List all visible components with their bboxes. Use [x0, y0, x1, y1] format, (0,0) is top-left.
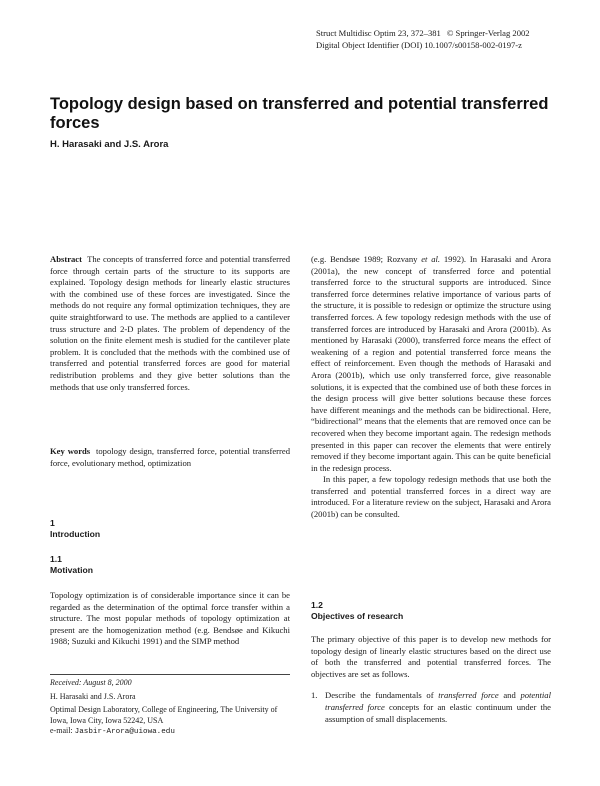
email-address[interactable]: Jasbir-Arora@uiowa.edu [74, 728, 175, 737]
motivation-paragraph: Topology optimization is of considerable importance since it can be regarded as the determination of the optimal force transfer within a structure. The most popular methods of topology optimization at present are the homogenization method (e.g. Bendsøe and Kikuchi 1988; Suzuki and Kikuchi 1991) and the SIMP method [50, 590, 290, 647]
list-item: 1. Describe the fundamentals of transferred force and potential transferred force concepts for an elastic continuum under the assumption of small displacements. [311, 690, 551, 724]
intro-paragraph-1: (e.g. Bendsøe 1989; Rozvany et al. 1992). In Harasaki and Arora (2001a), the new concept of transferred force and potential transferred force to the structural supports are introduced. Since transferred force determines relative importance of various parts of the structure, it is possible to redesign or optimize the structure using transferred forces. A few topology redesign methods with the use of transferred forces are introduced by Harasaki and Arora (2001b). As mentioned by Harasaki (2000), transferred force means the effect of weakening of a region and potential transferred force means the effect of reinforcement. Even though the methods of Harasaki and Arora (2001b), which use only transferred force, give reasonable solutions, it is expected that the combined use of both these forces in the design process will give better solutions because these forces have different meanings and the methods can be bidirectional. Here, “bidirectional” means that the elements that are removed once can be recovered when they become important again. The redesign methods presented in this paper can recover the elements that were entirely removed if they become important again. This can be quite beneficial in the redesign process. [311, 254, 551, 473]
footnote-block [50, 678, 290, 738]
intro-paragraph-2: In this paper, a few topology redesign methods that use both the transferred and potential transferred forces in a direct way are introduced. For a literature review on the subject, Harasaki and Arora (2001b) can be consulted. [311, 474, 551, 520]
running-header [316, 27, 566, 51]
section-1-heading [50, 518, 290, 540]
abstract-block [50, 254, 290, 393]
abstract-label: Abstract [50, 254, 82, 264]
copyright-notice: © Springer-Verlag 2002 [446, 28, 530, 38]
abstract-paragraph [50, 254, 290, 393]
section-title: Introduction [50, 529, 101, 539]
doi-line: Digital Object Identifier (DOI) 10.1007/s00158-002-0197-z [316, 40, 522, 50]
objectives-paragraph: The primary objective of this paper is to develop new methods for topology design of linearly elastic structures based on the direct use of both the transferred and potential transferred forces. The objectives are set as follows. [311, 634, 551, 679]
keywords-text: topology design, transferred force, potential transferred force, evolutionary method, optimization [50, 446, 290, 468]
subsection-title: Objectives of research [311, 611, 404, 621]
subsection-title: Motivation [50, 565, 93, 575]
footnote-rule [50, 674, 290, 675]
footnote-affiliation: Optimal Design Laboratory, College of Engineering, The University of Iowa, Iowa City, Iowa 52242, USA [50, 705, 278, 725]
subsection-number: 1.1 [50, 554, 62, 564]
author-list: H. Harasaki and J.S. Arora [50, 139, 169, 150]
journal-citation: Struct Multidisc Optim 23, 372–381 [316, 28, 441, 38]
objectives-list [311, 690, 551, 725]
email-label: e-mail: [50, 726, 73, 736]
footnote-email-line [50, 726, 290, 738]
section-1-2-heading [311, 600, 551, 622]
received-date: Received: August 8, 2000 [50, 678, 132, 687]
subsection-number: 1.2 [311, 600, 323, 610]
keywords-block [50, 446, 290, 469]
intro-continued [311, 254, 551, 521]
abstract-text: The concepts of transferred force and potential transferred force through certain parts of the structure to its supports are explained. Topology design methods for linearly elastic structures with the combined use of these forces are investigated. Since the methods do not require any formal optimization techniques, they are quite straightforward to use. The methods are applied to a cantilever truss structure and 2-D plates. The problem of dependency of the solution on the finite element mesh is studied for the cantilever plate problem. It is concluded that the methods with the combined use of transferred and potential transferred forces are good for material redistribution problems and they give better solutions than the methods that use only transferred forces. [50, 254, 291, 392]
section-number: 1 [50, 518, 55, 528]
footnote-authors: H. Harasaki and J.S. Arora [50, 691, 136, 701]
objectives-block [311, 634, 551, 725]
section-1-1-heading [50, 554, 290, 576]
keywords-label: Key words [50, 446, 91, 456]
paper-title: Topology design based on transferred and potential transferred forces [50, 95, 549, 132]
